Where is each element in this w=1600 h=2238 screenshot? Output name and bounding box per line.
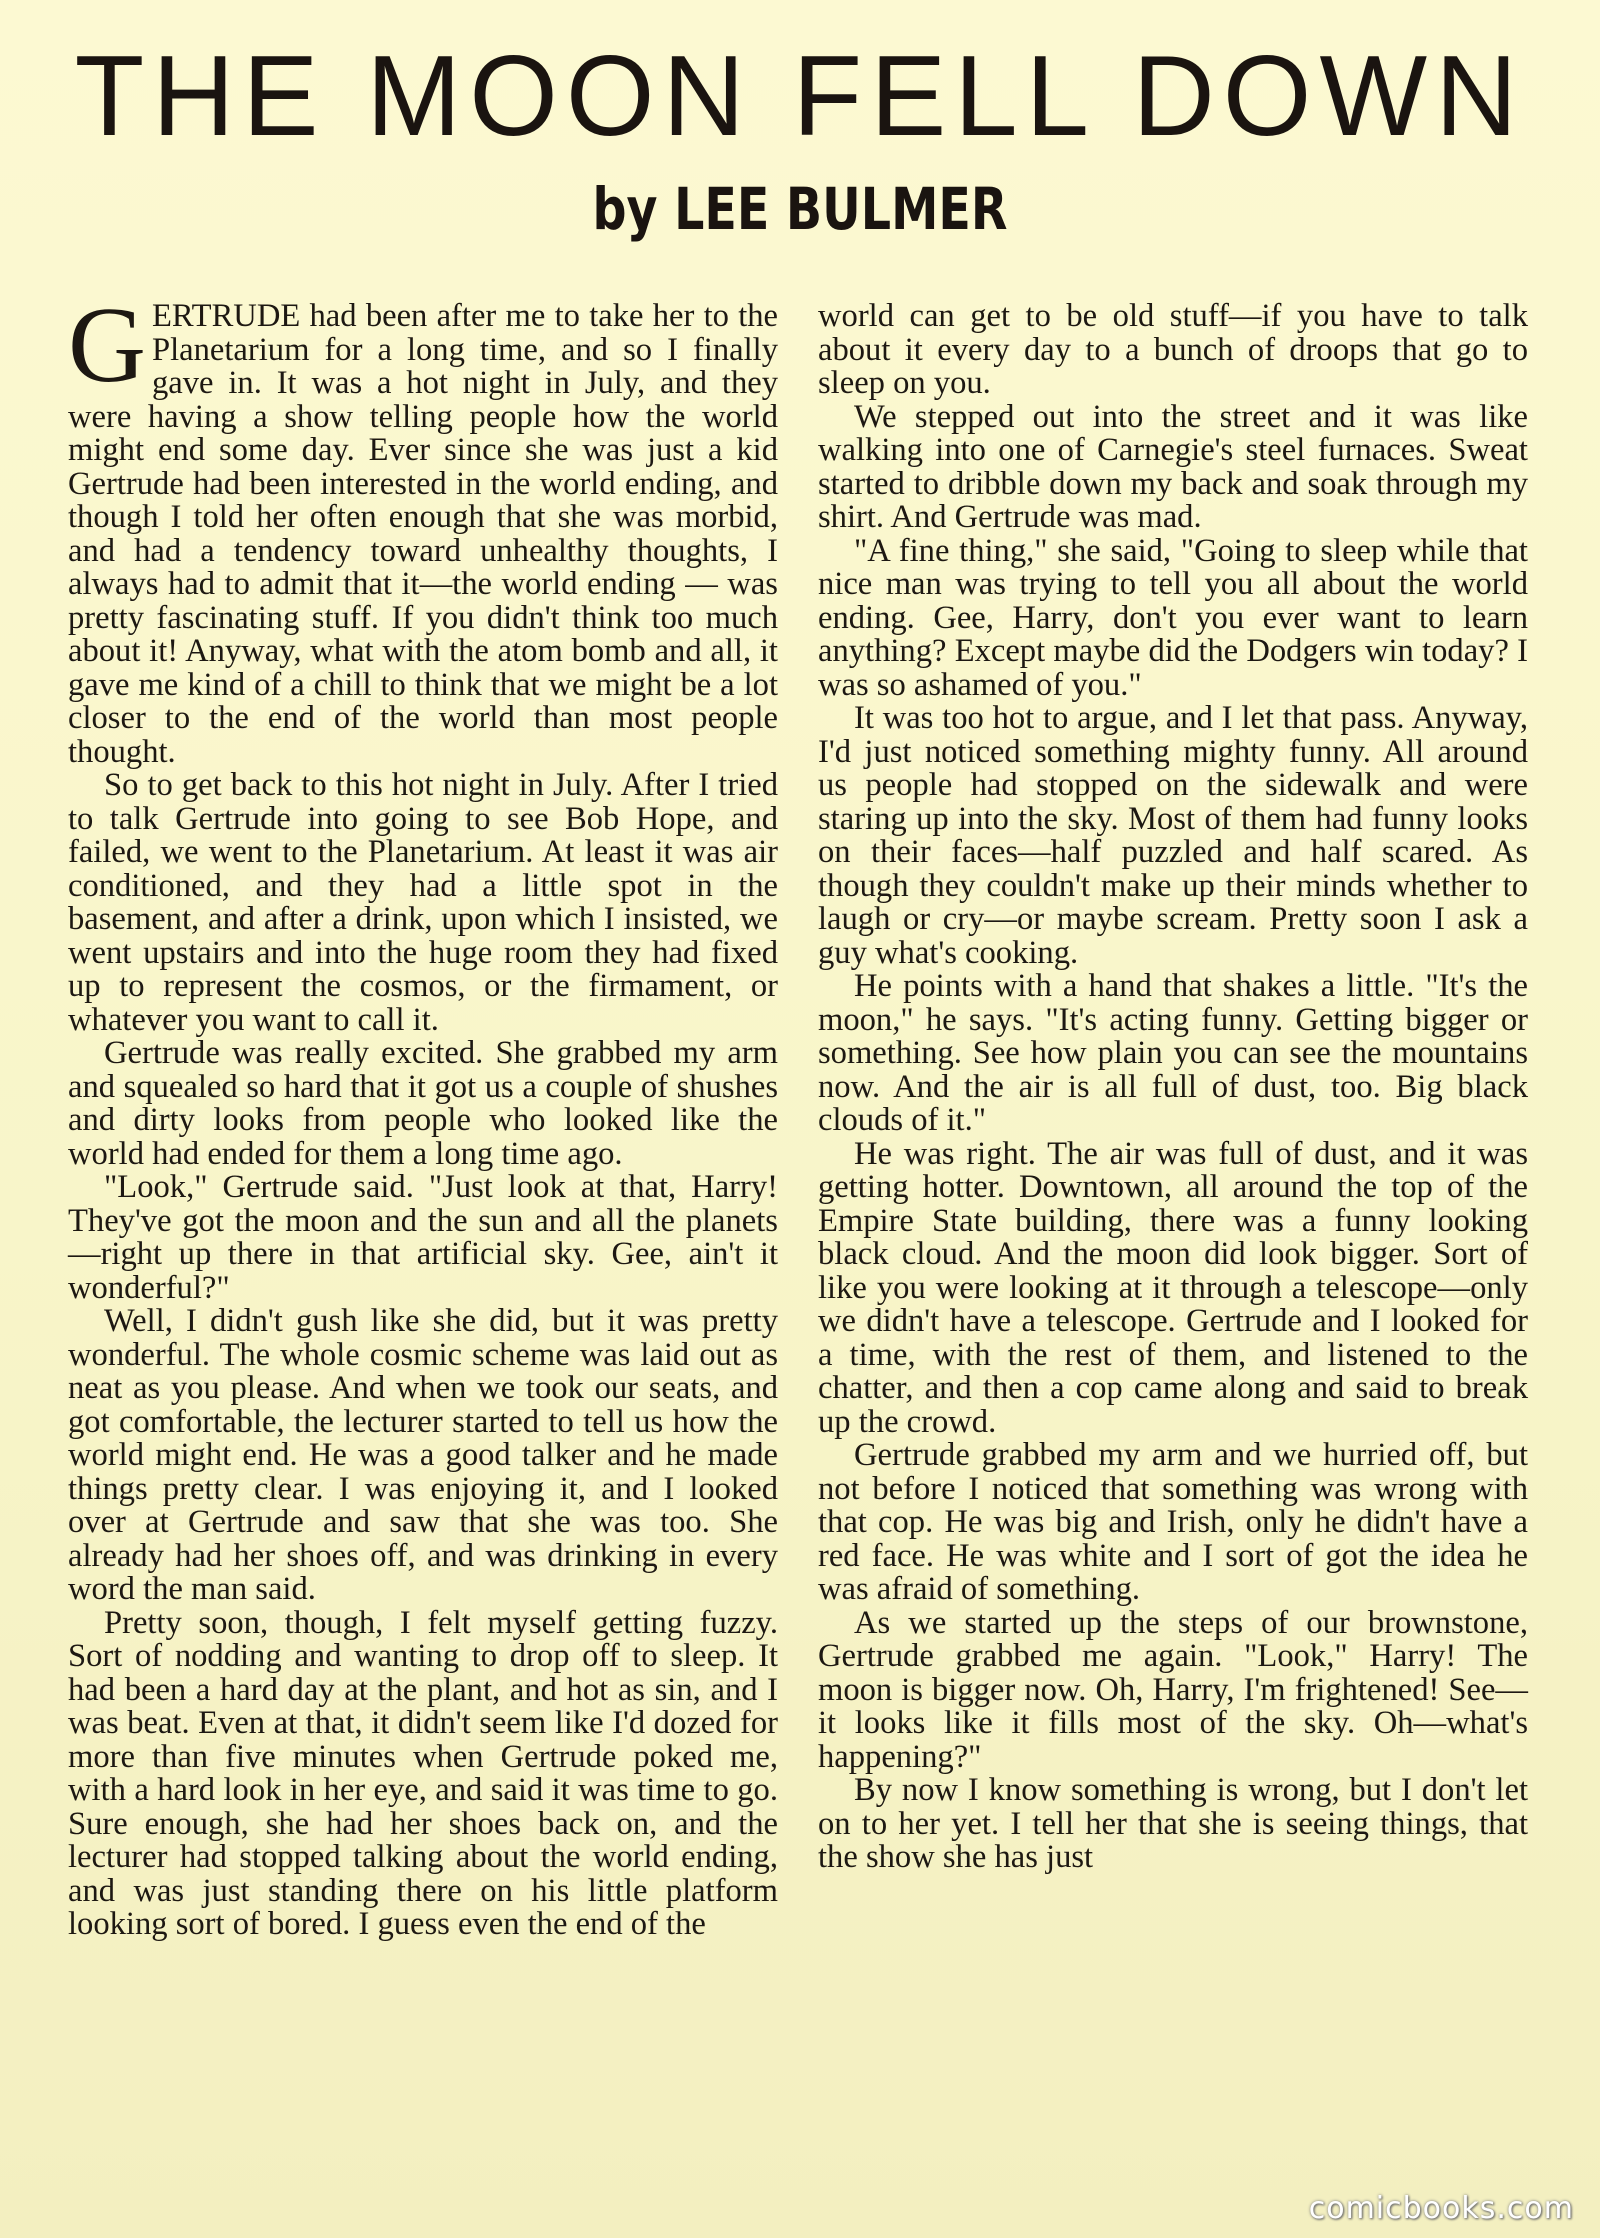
paragraph: We stepped out into the street and it was like walking into one of Carnegie's steel furnaces. Sweat started to dribble down my back and soak through my shirt. And Gertrude was mad.: [818, 398, 1528, 535]
author-byline: by LEE BULMER: [592, 175, 1008, 243]
right-text-column: [818, 300, 1528, 1875]
paragraph: It was too hot to argue, and I let that pass. Anyway, I'd just noticed something mighty funny. All around us people had stopped on the sidewalk and were staring up into the sky. Most of them had funny looks on their faces—half puzzled and half scared. As though they couldn't make up their minds whether to laugh or cry—or maybe scream. Pretty soon I ask a guy what's cooking.: [818, 700, 1528, 971]
site-watermark: comicbooks.com: [1308, 2191, 1574, 2226]
paragraph: Gertrude grabbed my arm and we hurried off, but not before I noticed that something was wrong with that cop. He was big and Irish, only he didn't have a red face. He was white and I sort of got the idea he was afraid of something.: [818, 1437, 1528, 1607]
paragraph: world can get to be old stuff—if you have to talk about it every day to a bunch of droops that go to sleep on you.: [818, 298, 1528, 401]
paragraph: As we started up the steps of our brownstone, Gertrude grabbed me again. "Look," Harry! The moon is bigger now. Oh, Harry, I'm frightened! See—it looks like it fills most of the sky. Oh—what's happening?": [818, 1604, 1528, 1775]
paragraph: So to get back to this hot night in July. After I tried to talk Gertrude into going to see Bob Hope, and failed, we went to the Planetarium. At least it was air conditioned, and they had a little spot in the basement, and after a drink, upon which I insisted, we went upstairs and into the huge room they had fixed up to represent the cosmos, or the firmament, or whatever you want to call it.: [68, 767, 778, 1038]
paragraph: "A fine thing," she said, "Going to sleep while that nice man was trying to tell you all about the world ending. Gee, Harry, don't you ever want to learn anything? Except maybe did the Dodgers win today? I was so ashamed of you.": [818, 532, 1528, 703]
story-title: THE MOON FELL DOWN: [74, 33, 1526, 160]
left-text-column: [68, 286, 778, 1942]
paragraph: Well, I didn't gush like she did, but it was pretty wonderful. The whole cosmic scheme was laid out as neat as you please. And when we took our seats, and got comfortable, the lecturer started to tell us how the world might end. He was a good talker and he made things pretty clear. I was enjoying it, and I looked over at Gertrude and saw that she was too. She already had her shoes off, and was drinking in every word the man said.: [68, 1303, 778, 1607]
paragraph: By now I know something is wrong, but I don't let on to her yet. I tell her that she is seeing things, that the show she has just: [818, 1772, 1528, 1875]
paragraph: "Look," Gertrude said. "Just look at that, Harry! They've got the moon and the sun and all the planets—right up there in that artificial sky. Gee, ain't it wonderful?": [68, 1169, 778, 1306]
drop-cap: G: [68, 286, 146, 405]
paragraph: Gertrude was really excited. She grabbed my arm and squealed so hard that it got us a couple of shushes and dirty looks from people who looked like the world had ended for them a long time ago.: [68, 1035, 778, 1172]
paragraph: GERTRUDE had been after me to take her to the Planetarium for a long time, and so I finally gave in. It was a hot night in July, and they were having a show telling people how the world might end some day. Ever since she was just a kid Gertrude had been interested in the world ending, and though I told her often enough that she was morbid, and had a tendency toward unhealthy thoughts, I always had to admit that it—the world ending — was pretty fascinating stuff. If you didn't think too much about it! Anyway, what with the atom bomb and all, it gave me kind of a chill to think that we might be a lot closer to the end of the world than most people thought.: [68, 286, 778, 770]
paragraph: He points with a hand that shakes a little. "It's the moon," he says. "It's acting funny. Getting bigger or something. See how plain you can see the mountains now. And the air is all full of dust, too. Big black clouds of it.": [818, 968, 1528, 1138]
paragraph: Pretty soon, though, I felt myself getting fuzzy. Sort of nodding and wanting to drop off to sleep. It had been a hard day at the plant, and hot as sin, and I was beat. Even at that, it didn't seem like I'd dozed for more than five minutes when Gertrude poked me, with a hard look in her eye, and said it was time to go. Sure enough, she had her shoes back on, and the lecturer had stopped talking about the world ending, and was just standing there on his little platform looking sort of bored. I guess even the end of the: [68, 1604, 778, 1942]
paragraph: He was right. The air was full of dust, and it was getting hotter. Downtown, all around the top of the Empire State building, there was a funny looking black cloud. And the moon did look bigger. Sort of like you were looking at it through a telescope—only we didn't have a telescope. Gertrude and I looked for a time, with the rest of them, and listened to the chatter, and then a cop came along and said to break up the crowd.: [818, 1135, 1528, 1440]
